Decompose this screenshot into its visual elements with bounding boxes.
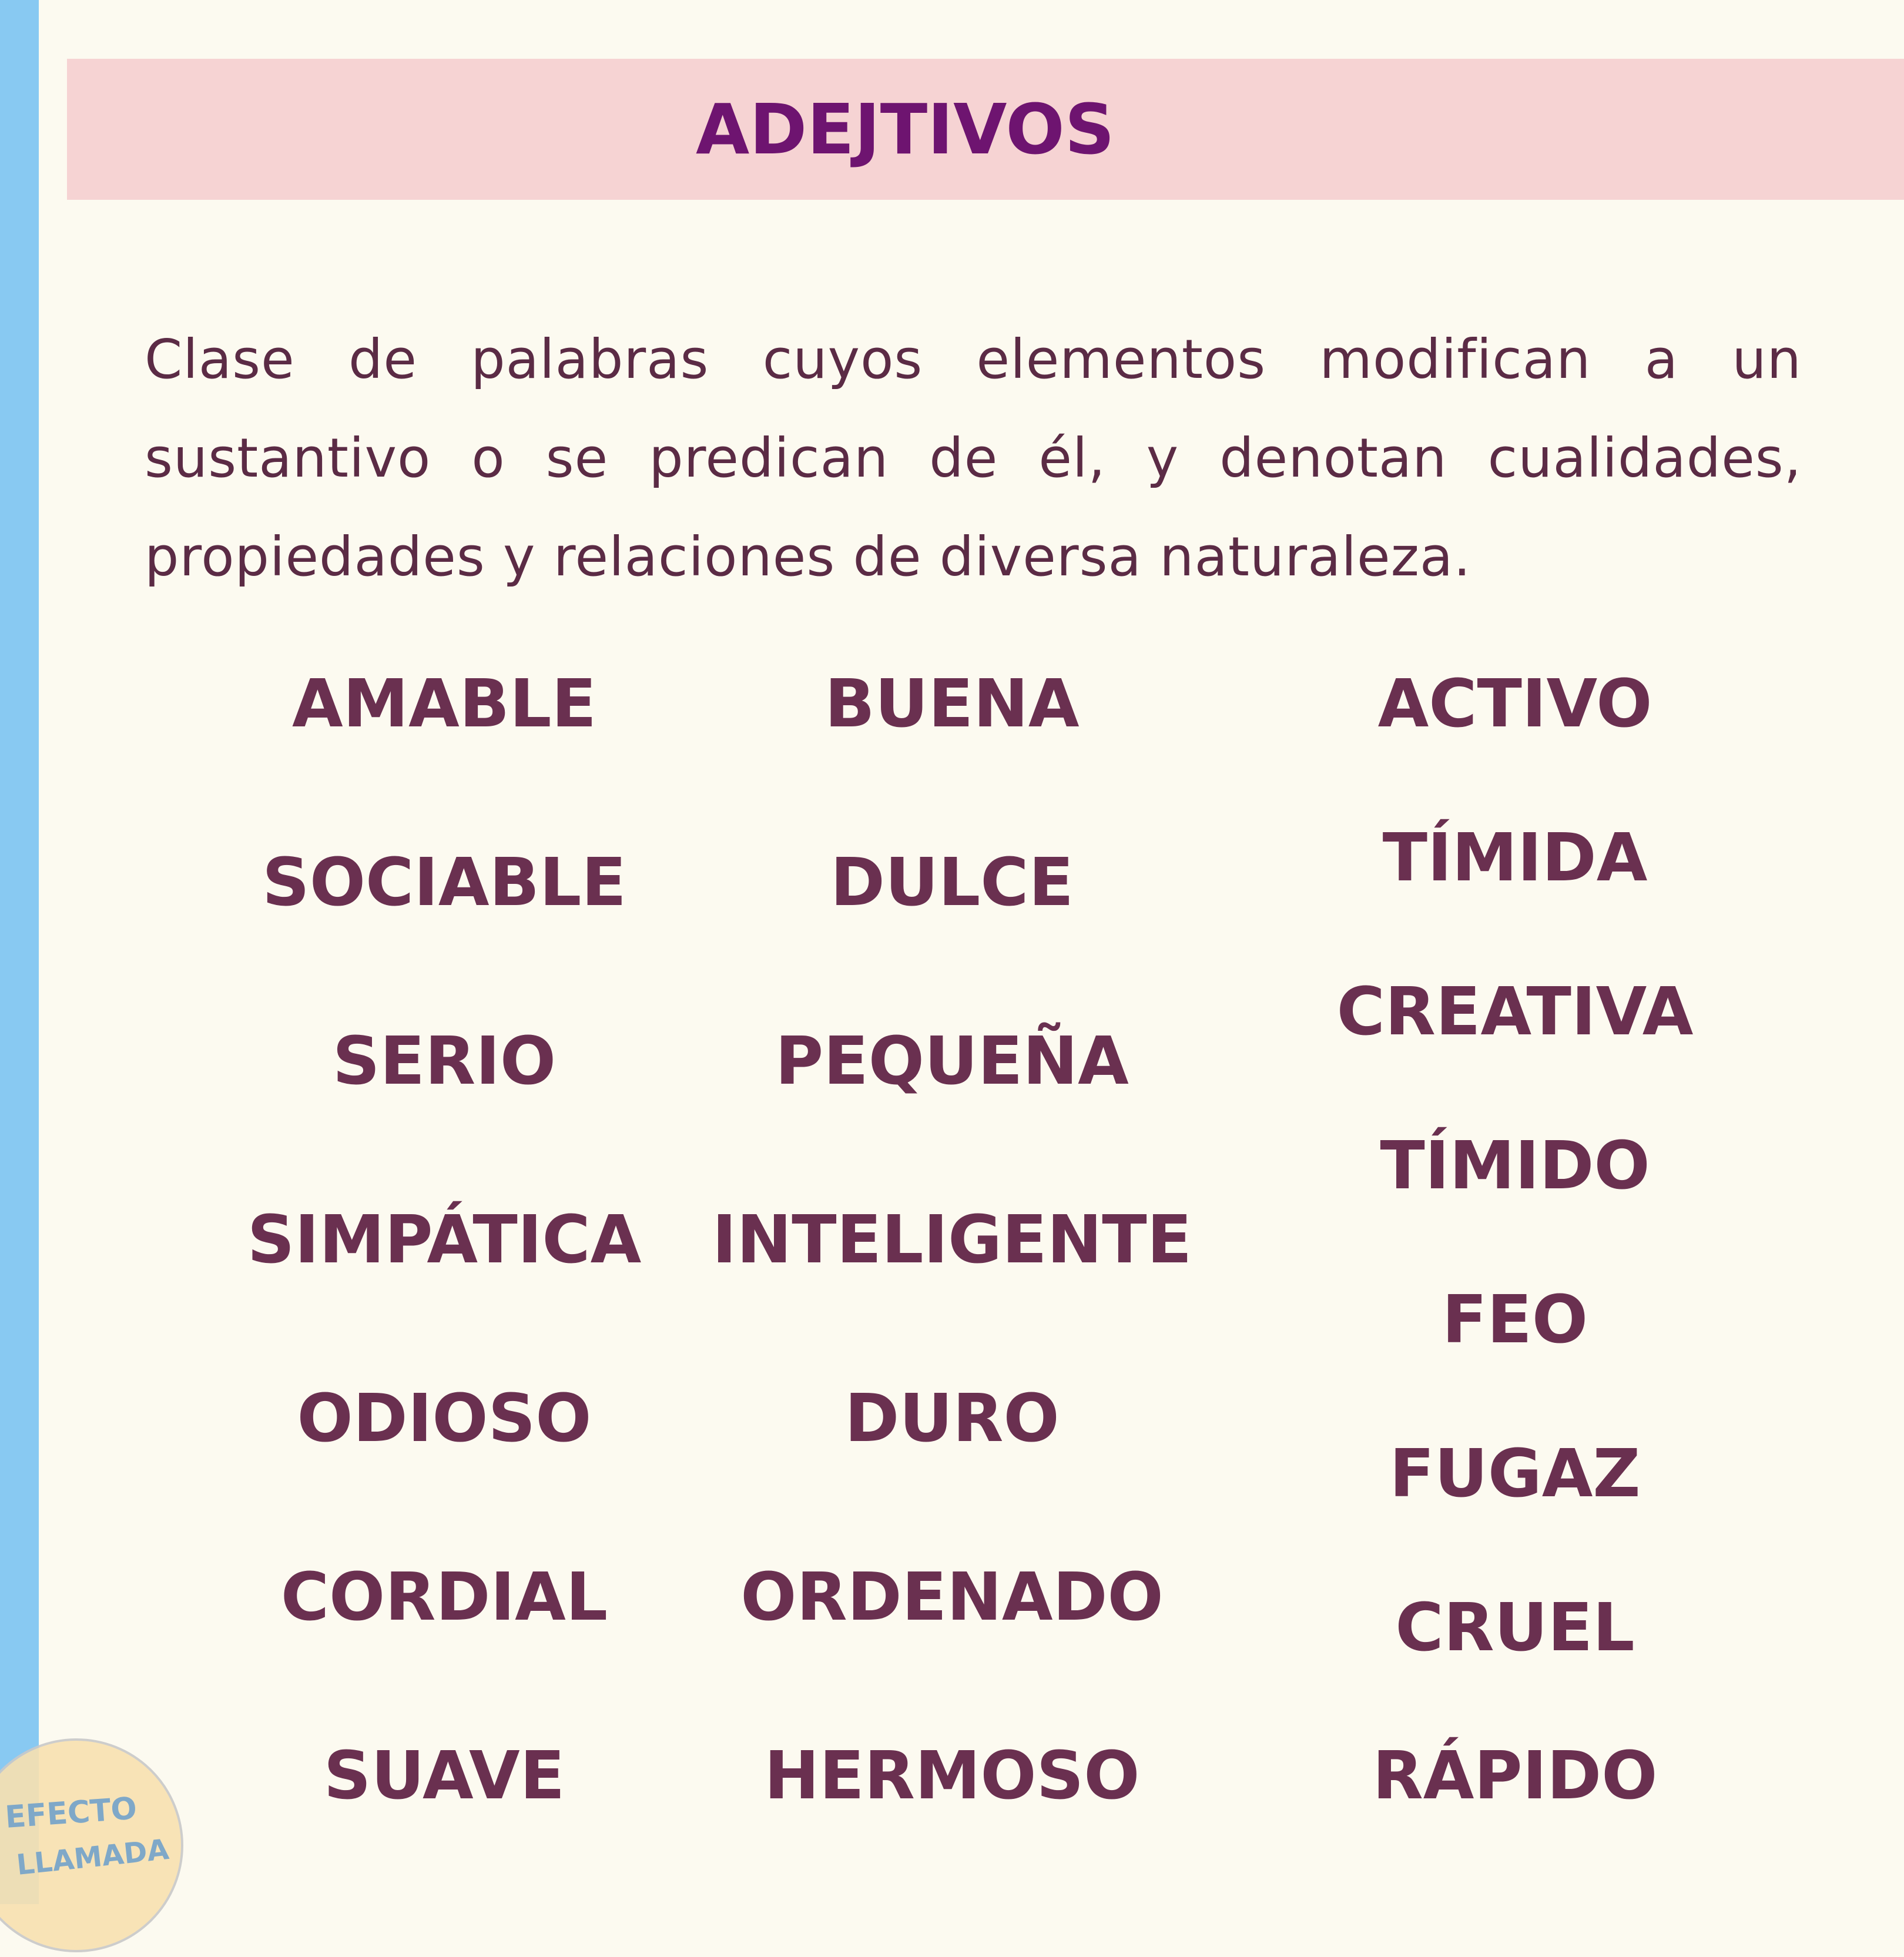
adjective-word: SERIO [332,1023,557,1100]
left-accent-stripe [0,0,39,1904]
adjective-word: CRUEL [1395,1590,1635,1666]
adjective-word: TÍMIDO [1380,1128,1650,1204]
adjective-word: CREATIVA [1336,974,1694,1050]
adjective-word: AMABLE [291,666,597,742]
adjective-word: FEO [1442,1282,1588,1358]
adjective-word: SIMPÁTICA [247,1202,642,1278]
adjective-word: ODIOSO [297,1380,592,1457]
adjective-word: SOCIABLE [262,845,626,921]
adjective-word: ACTIVO [1377,666,1652,742]
adjective-word: CORDIAL [280,1559,608,1636]
adjective-word: HERMOSO [764,1738,1140,1814]
adjective-word: PEQUEÑA [775,1023,1129,1100]
adjective-word: INTELIGENTE [712,1202,1192,1278]
adjective-word: DURO [844,1380,1060,1457]
adjective-word: ORDENADO [740,1559,1164,1636]
logo-text-line2: LLAMADA [15,1833,171,1882]
adjective-word: FUGAZ [1389,1436,1641,1512]
efecto-llamada-logo [0,1734,188,1957]
definition-paragraph: Clase de palabras cuyos elementos modifican a un sustantivo o se predican de él, y denotan cualidades, propiedades y relaciones de diversa naturaleza. [145,328,1802,588]
logo-text-line1: EFECTO [4,1791,138,1835]
adjective-word: SUAVE [323,1738,565,1814]
page-title: ADEJTIVOS [696,89,1115,170]
adjective-word: BUENA [824,666,1080,742]
adjective-word: RÁPIDO [1372,1738,1658,1814]
adjective-word: DULCE [830,845,1074,921]
adjective-word: TÍMIDA [1382,820,1648,896]
